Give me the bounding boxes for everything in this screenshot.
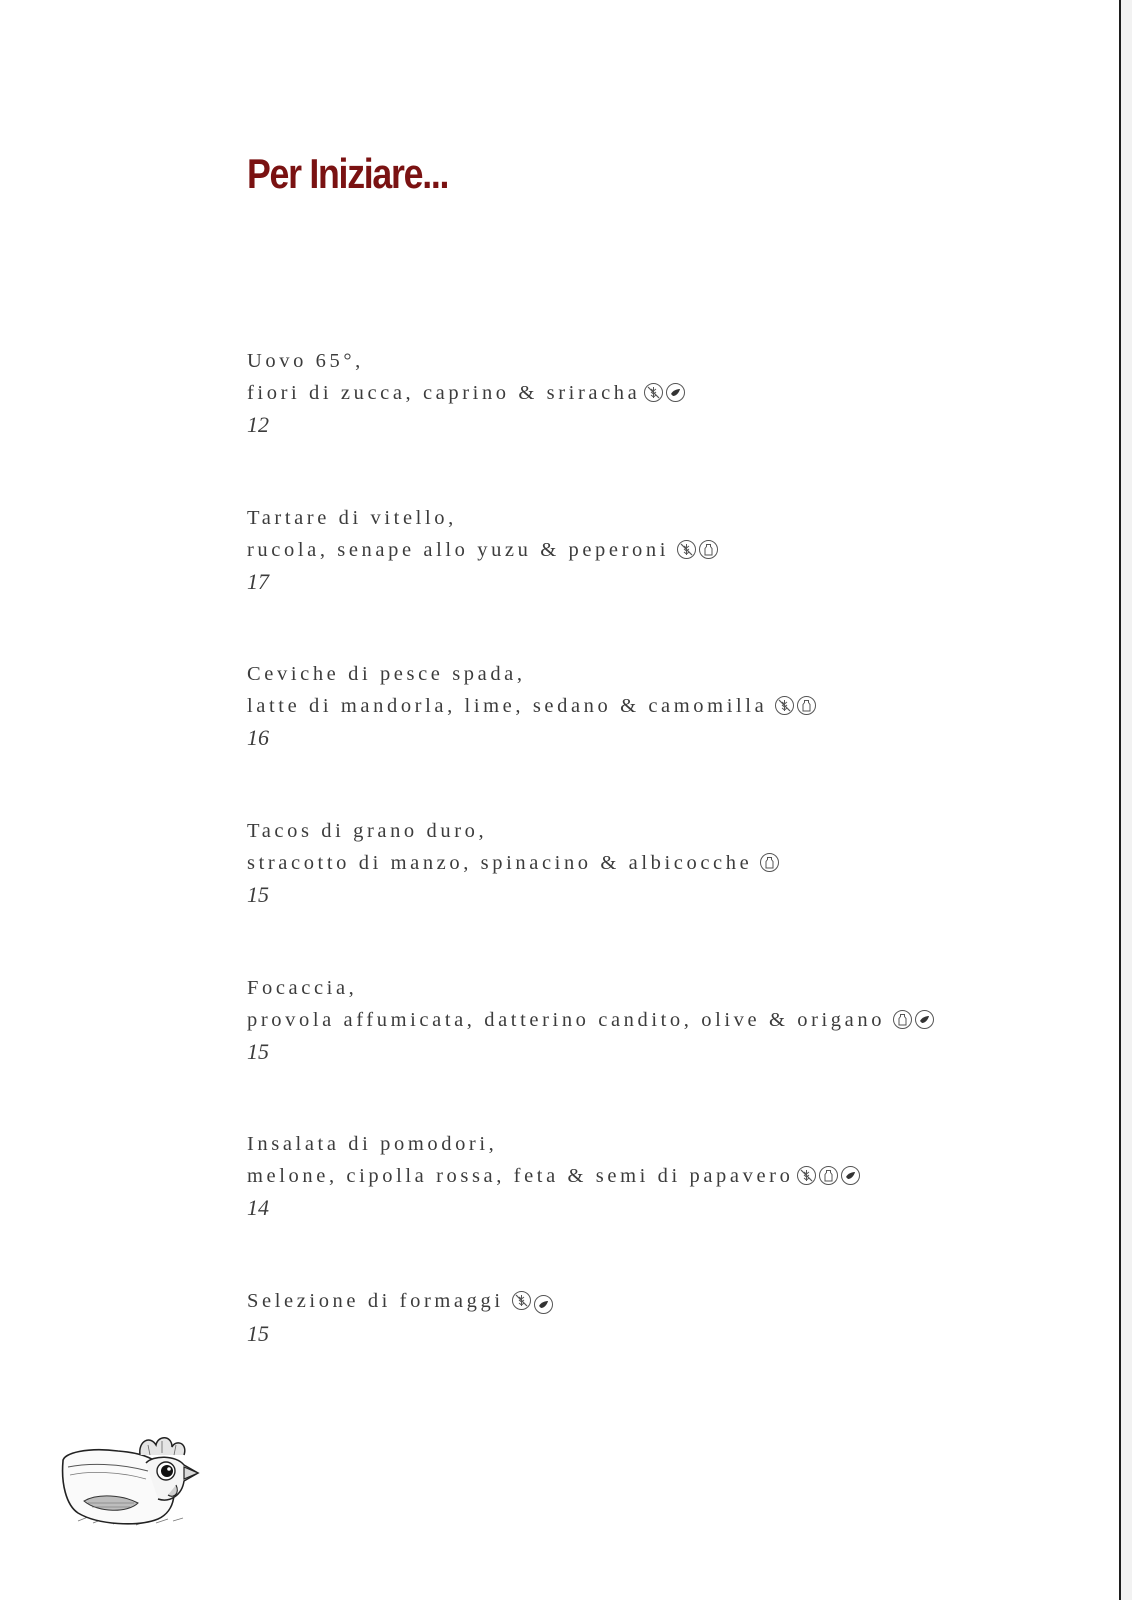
lactose-free-icon: [699, 540, 718, 559]
menu-item: [247, 1286, 553, 1349]
dish-description: provola affumicata, datterino candito, olive & origano: [247, 1005, 934, 1037]
gluten-free-icon: [797, 1166, 816, 1185]
dish-name: Tacos di grano duro,: [247, 820, 488, 842]
menu-item: [247, 503, 718, 598]
vegetarian-icon: [915, 1010, 934, 1029]
menu-item: [247, 816, 779, 911]
menu-item: [247, 659, 816, 754]
dish-price: 14: [247, 1195, 269, 1220]
dish-name: Ceviche di pesce spada,: [247, 663, 526, 685]
dish-price: 15: [247, 1320, 269, 1346]
lactose-free-icon: [893, 1010, 912, 1029]
vegetarian-icon: [534, 1295, 553, 1314]
gluten-free-icon: [512, 1291, 531, 1310]
dish-description: rucola, senape allo yuzu & peperoni: [247, 535, 718, 567]
menu-item: [247, 346, 685, 441]
dish-name: Insalata di pomodori,: [247, 1133, 498, 1155]
page-edge: [1119, 0, 1132, 1600]
dish-price: 17: [247, 569, 269, 594]
gluten-free-icon: [775, 696, 794, 715]
page-title: Per Iniziare...: [247, 150, 449, 197]
menu-item: [247, 1129, 860, 1224]
hen-logo-icon: [58, 1433, 208, 1542]
dish-price: 16: [247, 725, 269, 750]
dish-price: 15: [247, 1039, 269, 1064]
menu-item: [247, 973, 934, 1068]
dish-description: fiori di zucca, caprino & sriracha: [247, 378, 685, 410]
dish-name: Focaccia,: [247, 977, 358, 999]
gluten-free-icon: [677, 540, 696, 559]
dish-description: stracotto di manzo, spinacino & albicocche: [247, 848, 779, 880]
dish-price: 15: [247, 882, 269, 907]
dish-name: Uovo 65°,: [247, 350, 364, 372]
gluten-free-icon: [644, 383, 663, 402]
dish-price: 12: [247, 412, 269, 437]
vegetarian-icon: [841, 1166, 860, 1185]
lactose-free-icon: [819, 1166, 838, 1185]
dish-description: latte di mandorla, lime, sedano & camomilla: [247, 691, 816, 723]
dish-description: melone, cipolla rossa, feta & semi di papavero: [247, 1161, 860, 1193]
dish-name: Tartare di vitello,: [247, 507, 457, 529]
lactose-free-icon: [760, 853, 779, 872]
lactose-free-icon: [797, 696, 816, 715]
vegetarian-icon: [666, 383, 685, 402]
dish-name: Selezione di formaggi: [247, 1286, 553, 1318]
